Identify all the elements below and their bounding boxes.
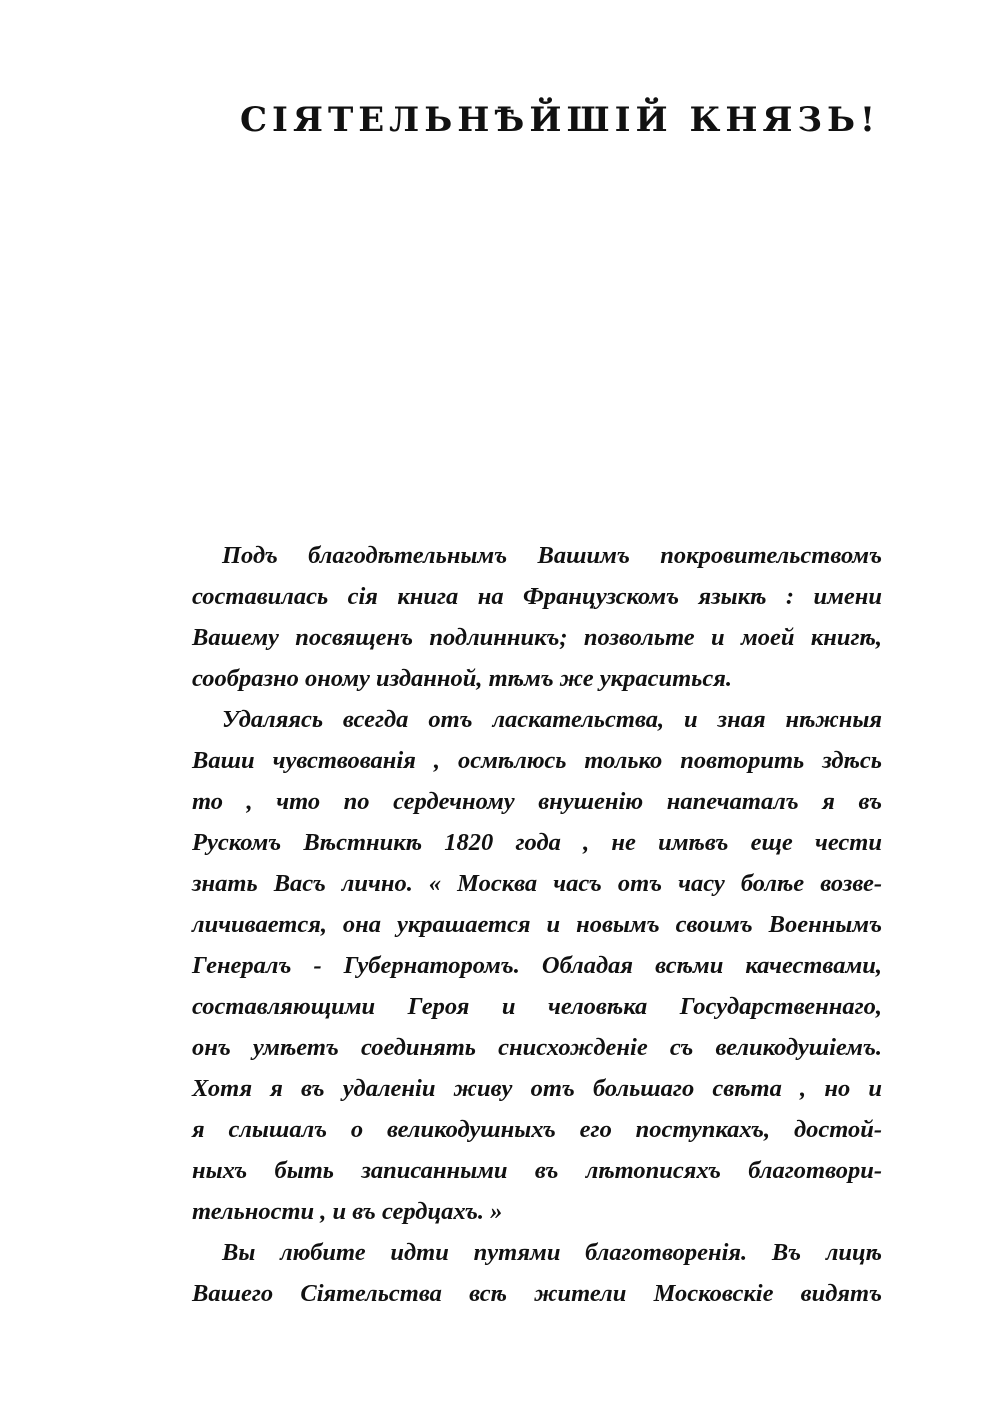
text-line: Вы любите идти путями благотворенія. Въ лицѣ: [222, 1239, 882, 1266]
text-line: знать Васъ лично. « Москва часъ отъ часу болѣе возве-: [192, 870, 882, 897]
text-line: ныхъ быть записанными въ лѣтописяхъ благотвори-: [192, 1157, 882, 1184]
text-line: то , что по сердечному внушенію напечаталъ я въ: [192, 788, 882, 815]
text-line: тельности , и въ сердцахъ. »: [192, 1198, 503, 1225]
text-line: Рускомъ Вѣстникѣ 1820 года , не имѣвъ еще чести: [192, 829, 882, 856]
page-title: СІЯТЕЛЬНѢЙШІЙ КНЯЗЬ!: [240, 100, 880, 140]
text-line: личивается, она украшается и новымъ своимъ Военнымъ: [192, 911, 882, 938]
text-line: я слышалъ о великодушныхъ его поступкахъ, достой-: [192, 1116, 882, 1143]
text-line: Генералъ - Губернаторомъ. Обладая всѣми качествами,: [192, 952, 882, 979]
text-line: Ваши чувствованія , осмѣлюсь только повторить здѣсь: [192, 747, 882, 774]
text-line: Вашего Сіятельства всѣ жители Московскіе видятъ: [192, 1280, 882, 1307]
text-line: Удаляясь всегда отъ ласкательства, и зная нѣжныя: [222, 706, 882, 733]
text-line: составилась сія книга на Французскомъ языкѣ : имени: [192, 583, 882, 610]
text-line: Хотя я въ удаленіи живу отъ большаго свѣта , но и: [192, 1075, 882, 1102]
text-line: составляющими Героя и человѣка Государственнаго,: [192, 993, 882, 1020]
body-text: [192, 535, 882, 1314]
text-line: онъ умѣетъ соединять снисхожденіе съ великодушіемъ.: [192, 1034, 882, 1061]
text-line: сообразно оному изданной, тѣмъ же украситься.: [192, 665, 732, 692]
text-line: Вашему посвященъ подлинникъ; позвольте и моей книгѣ,: [192, 624, 882, 651]
text-line: Подъ благодѣтельнымъ Вашимъ покровительствомъ: [222, 542, 882, 569]
